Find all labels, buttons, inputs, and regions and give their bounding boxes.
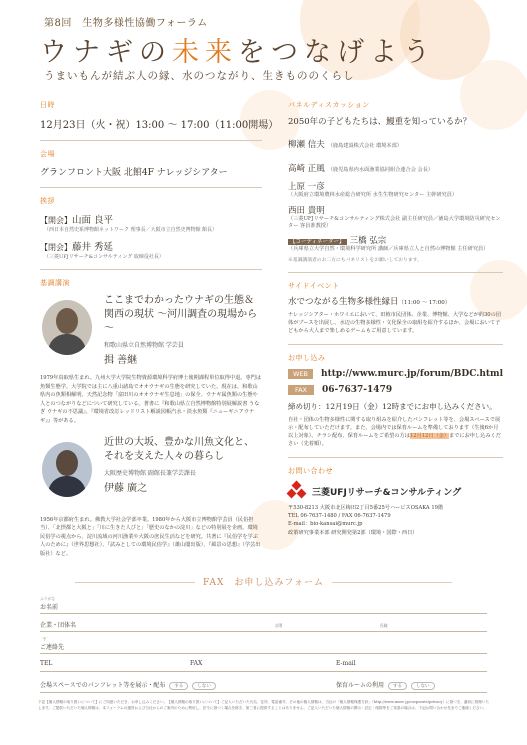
panelist: 高崎 正風 （鹿児島県内水面漁業協同組合連合会 会長） [288,164,434,174]
panelist: 西田 貴明 （三菱UFJリサーチ&コンサルティング株式会社 副主任研究員／徳島大学環境防災研究センター 客員准教授） [288,206,501,229]
furigana-label: ふりがな [40,596,56,601]
childcare-label: 保育ルームの利用 する しない [336,680,435,690]
lecturer-aff: 大阪歴史博物館 副館長兼学芸課長 [104,469,196,477]
lecturer-photo [42,442,92,497]
address-label: ご連絡先 [40,644,65,651]
apply-fax [288,385,503,395]
company-label: 企業・団体名 [40,622,77,629]
lecturer-aff: 和歌山県立自然博物館 学芸員 [104,342,184,349]
highlight-date: 12月12日（金） [409,433,450,439]
venue-value: グランフロント大阪 北館4F ナレッジシアター [40,168,228,178]
mufg-logo-icon [288,482,306,500]
divider [40,269,262,270]
panel-heading: パネルディスカッション [288,101,370,109]
name-label: お名前 [40,604,59,611]
apply-heading: お申し込み [288,354,326,362]
side-event-heading: サイドイベント [288,282,340,290]
panelist: 上原 一彦 （大阪府立環境農林水産総合研究所 水生生物研究センター 主幹研究員） [288,182,458,198]
web-url-link[interactable]: http://www.murc.jp/forum/BDC.html [321,369,503,379]
panel-note: ※基調講演者のお二方にもパネリストをお願いしております。 [288,258,422,263]
contact-heading: お問い合わせ [288,467,333,475]
lecture-title: ここまでわかったウナギの生態＆関西の現状 ～河川調査の現場から～ [104,295,258,334]
childcare-no-option[interactable]: しない [411,682,435,690]
deadline: 締め切り：12月19日（金）12時までにお申し込みください。 [288,402,497,411]
lecture-title: 近世の大坂、豊かな川魚文化と、それを支えた人々の暮らし [104,436,254,462]
greeting-item: 【開会】山面 良平 [40,215,114,226]
divider [40,187,262,188]
panel-question: 2050年の子どもたちは、鰻重を知っているか？ [288,117,472,127]
lecturer-2 [40,436,262,506]
fax-number: 06-7637-1479 [322,385,393,395]
contact-info: 〒530-8213 大阪市北区梅田2丁目5番25号ハービスOSAKA 19階 TEL 06-7637-1480 / FAX 06-7637-1479 E-mail：bio-kansai@murc.jp 政策研究事業本部 研究開発第2部（環境・国際・西日） [288,504,503,537]
pamphlet-no-option[interactable]: しない [192,682,216,690]
company-field[interactable] [40,631,487,632]
side-event-desc: ナレッジシアター・ホワイエにおいて、田植市民団体、企業、博物館、大学などが約30の団体がブースを出展し、水辺の生物多様性・文化保全の取組を紹介するほか、会場において子どもから大人まで楽しめるゲームもご用意しています。 [288,312,501,334]
fax-field-label: FAX [190,660,203,667]
greetings-heading: 挨拶 [40,197,55,205]
page-subtitle: うまいもんが結ぶ人の縁、水のつながり、生きもののくらし [44,70,355,82]
lecturer-bio: 1956年京都府生まれ。佛教大学社会学部卒業。1980年から大阪市立博物館学芸員（民俗担当）、「北摂都と大阪と」「川に生きた人びと」「歴史のなかの淀川」などの特別展を企画。環境民俗学の視点から、淀川流域の河川漁業や大阪の庶民生活などを研究。共著に『民俗学を学ぶ人のために』（世界思想社）、『試みとしての環境民俗学』（雄山閣出版）、『風景の思想』（学芸出版社）など。 [40,516,261,557]
divider [40,140,262,141]
lecturer-name: 伊藤 廣之 [104,482,148,494]
greeting-aff: （三菱UFJリサーチ&コンサルティング 取締役社長） [44,254,164,260]
fax-label: FAX [288,385,314,395]
tel-label: TEL [40,660,53,667]
org-logo [288,482,503,500]
divider [288,272,503,273]
lecturer-1 [40,294,262,364]
left-column [40,100,279,559]
web-label: WEB [288,369,313,379]
panelist: 柳瀬 信夫 （鹿島建設株式会社 環境本部） [288,140,402,150]
pamphlet-label: 会場スペースでのパンフレット等を展示・配布 する しない [40,680,216,690]
venue-heading: 会場 [40,150,55,158]
divider [288,344,503,345]
datetime-value: 12月23日（火・祝）13:00 ～ 17:00（11:00開場） [40,120,279,131]
coordinator: 【コーディネーター】 三橋 弘宗 [290,236,387,246]
greeting-item: 【閉会】藤井 秀延 [40,242,114,253]
position-label: 役職 [380,623,388,628]
privacy-footer: 下記【個人情報の取り扱いについて】にご同意いただき、お申し込みください。【個人情報の取り扱いについて】ご記入いただいた氏名、住所、電話番号、その他の個人情報は、当社の「個人情報保護方針」（http://www.murc.jp/corporate/privacy）に基づき、適切に管理いたします。ご提供いただいた個人情報は、本フォーラムの運営および当社からのご案内のために利用し、法令に基づく場合を除き、第三者に提供することはありません。ご記入いただいた個人情報の開示・訂正・削除等をご希望の場合は、下記お問い合わせ先までご連絡ください。 [38,700,489,710]
dept-label: 部署 [275,623,283,628]
apply-note: 自社・団体の生物多様性に関する取り組みを紹介したパンフレット等を、会場スペースで展示・配布していただけます。また、会場内では保育ルームを準備しております（生後6か月以上対象）。チラシ配布、保育ルームをご希望の方は12月12日（金）までにお申し込みください（先着順）。 [288,417,501,447]
greeting-aff: （西日本自然史系博物館ネットワーク 理事長／大阪市立自然史博物館 館長） [44,227,218,233]
lecturer-name: 揖 善継 [104,355,138,366]
title-accent: 未来 [172,37,238,68]
postal-label: 〒 [42,637,48,643]
keynote-heading: 基調講演 [40,279,70,287]
org-name: 三菱UFJリサーチ&コンサルティング [312,487,462,498]
name-field[interactable] [40,613,487,614]
pamphlet-yes-option[interactable]: する [169,682,188,690]
lecturer-photo [42,300,92,355]
email-label: E-mail [336,660,356,667]
event-label: 第8回 生物多様性協働フォーラム [44,18,208,29]
page-title: ウナギの未来をつなげよう [40,37,436,68]
right-column [288,100,503,537]
divider [288,457,503,458]
address-field[interactable] [40,653,487,654]
form-title: FAX お申し込みフォーム [0,575,527,588]
contact-fields[interactable] [40,671,487,672]
datetime-heading: 日時 [40,101,55,109]
contact-email-link[interactable]: E-mail：bio-kansai@murc.jp [288,521,363,528]
lecturer-bio: 1979年鳥取県生まれ。九州大学大学院生物資源環境科学府博士後期課程単位取得中退。専門は魚類生態学。大学院では主に八重山諸島でオオウナギの生態を研究していた。現在は、和歌山県内の魚類相解明、天然記念物「富田川のオオウナギ生息地」の保全、ウナギ属魚類の生態や人とのつながりなどについて研究している。著書に『和歌山県立自然博物館特別展解説書 うなぎ ウナギの不思議』、『環境省改訂レッドリスト解説図帳汽水・淡水魚類『ニューギニアウナギ』』等がある。 [40,375,262,424]
side-event-title: 水でつながる生物多様性縁日（11:00 ～ 17:00） [288,297,451,307]
coordinator-aff: （兵庫県立大学自然・環境科学研究所 講師／兵庫県立人と自然の博物館 主任研究員） [288,246,489,252]
childcare-yes-option[interactable]: する [388,682,407,690]
apply-web [288,369,503,379]
options-line [40,692,487,693]
